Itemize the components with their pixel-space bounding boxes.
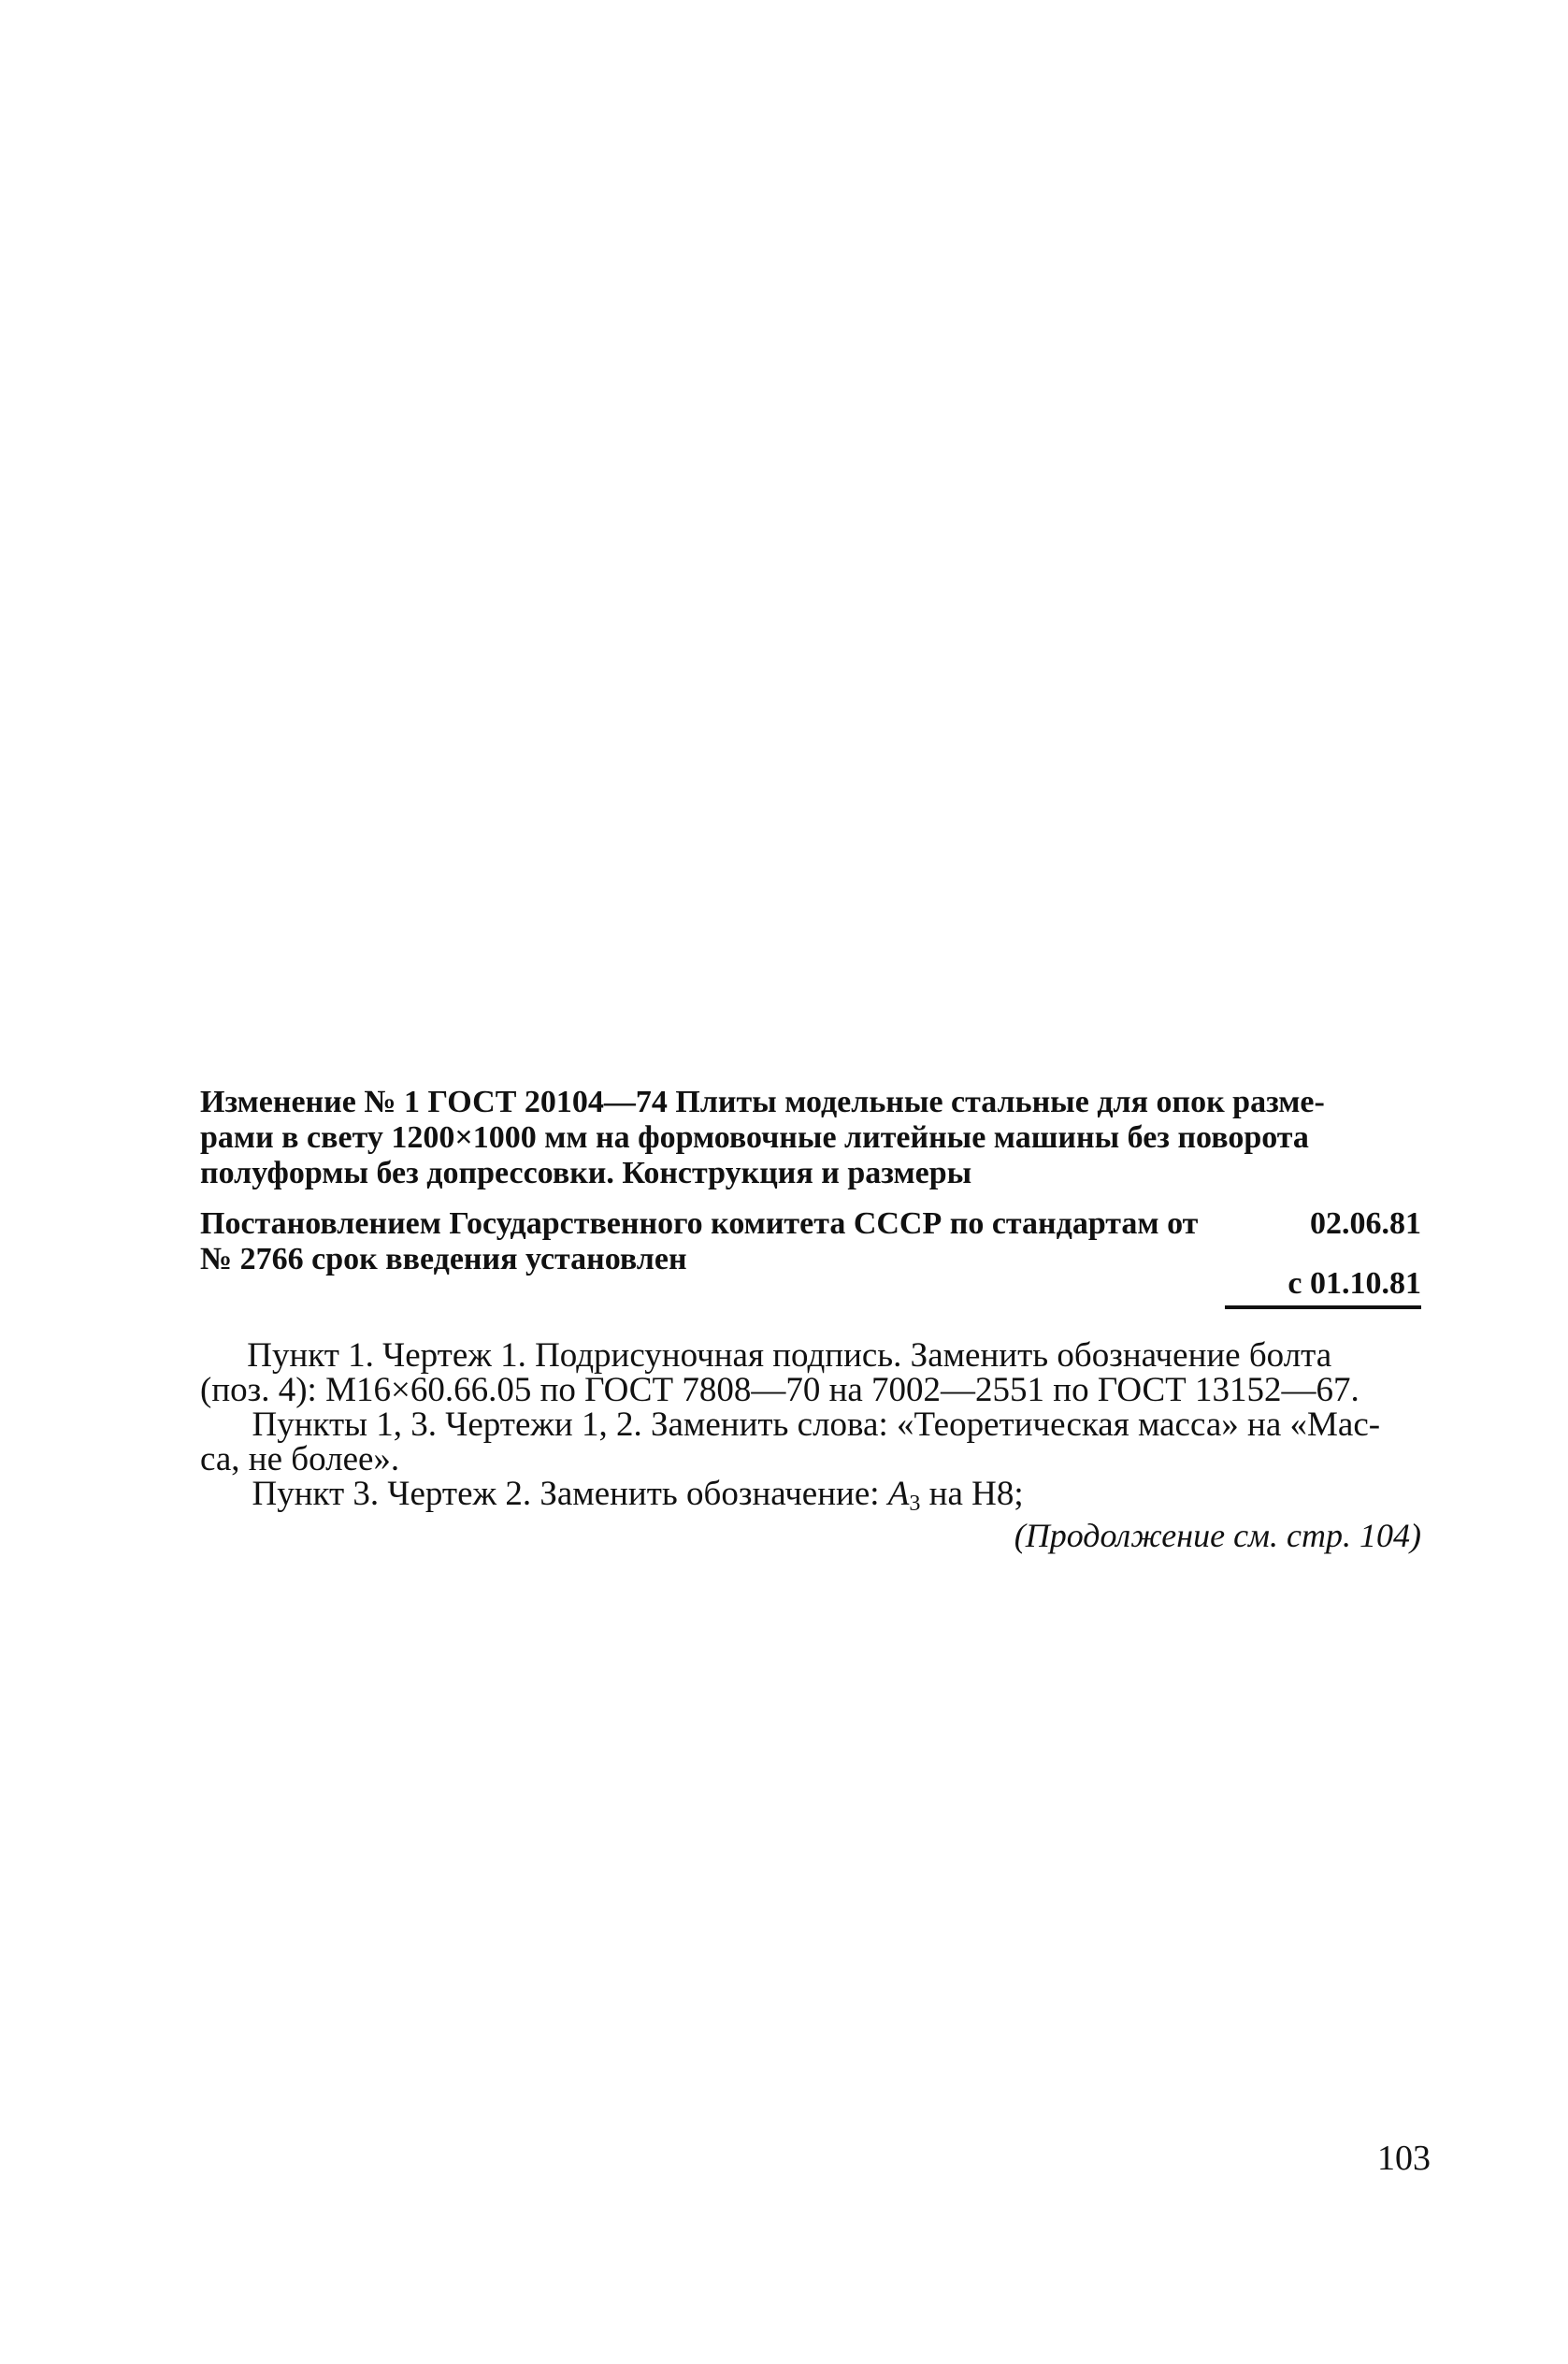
amendment-title-line-1: Изменение № 1 ГОСТ 20104—74 Плиты модельные стальные для опок разме- [200, 1085, 1325, 1119]
amendment-title-line-2: рами в свету 1200×1000 мм на формовочные литейные машины без поворота [200, 1120, 1309, 1155]
paragraph-2-line-1-text: Пункты 1, 3. Чертежи 1, 2. Заменить слова: «Теоретическая масса» на «Мас- [252, 1405, 1381, 1444]
effective-date-underline [1225, 1305, 1421, 1309]
paragraph-3-suffix: на Н8; [920, 1475, 1024, 1513]
paragraph-1-line-2: (поз. 4): М16×60.66.05 по ГОСТ 7808—70 на 7002—2551 по ГОСТ 13152—67. [200, 1371, 1359, 1409]
paragraph-2-line-2: са, не более». [200, 1440, 400, 1478]
continuation-note: (Продолжение см. стр. 104) [1014, 1517, 1421, 1554]
decree-line-1 [200, 1206, 1421, 1242]
amendment-body [200, 1338, 1421, 1521]
designation-symbol: A [887, 1475, 910, 1513]
paragraph-3-line-1 [200, 1477, 1421, 1521]
decree-line-2: № 2766 срок введения установлен [200, 1242, 687, 1276]
page-number: 103 [1377, 2139, 1431, 2178]
decree-date: 02.06.81 [1310, 1206, 1421, 1241]
paragraph-3-prefix: Пункт 3. Чертеж 2. Заменить обозначение: [252, 1475, 888, 1513]
effective-date: с 01.10.81 [1287, 1266, 1421, 1301]
decree-text: Постановлением Государственного комитета СССР по стандартам от [200, 1206, 1199, 1241]
paragraph-1-line-1 [200, 1338, 1421, 1373]
designation-subscript: 3 [909, 1492, 921, 1516]
paragraph-2-line-1 [200, 1407, 1421, 1442]
paragraph-1-line-1-text: Пункт 1. Чертеж 1. Подрисуночная подпись. Заменить обозначение болта [247, 1336, 1332, 1375]
amendment-title-line-3: полуформы без допрессовки. Конструкция и размеры [200, 1156, 972, 1190]
amendment-title [200, 1085, 1421, 1191]
